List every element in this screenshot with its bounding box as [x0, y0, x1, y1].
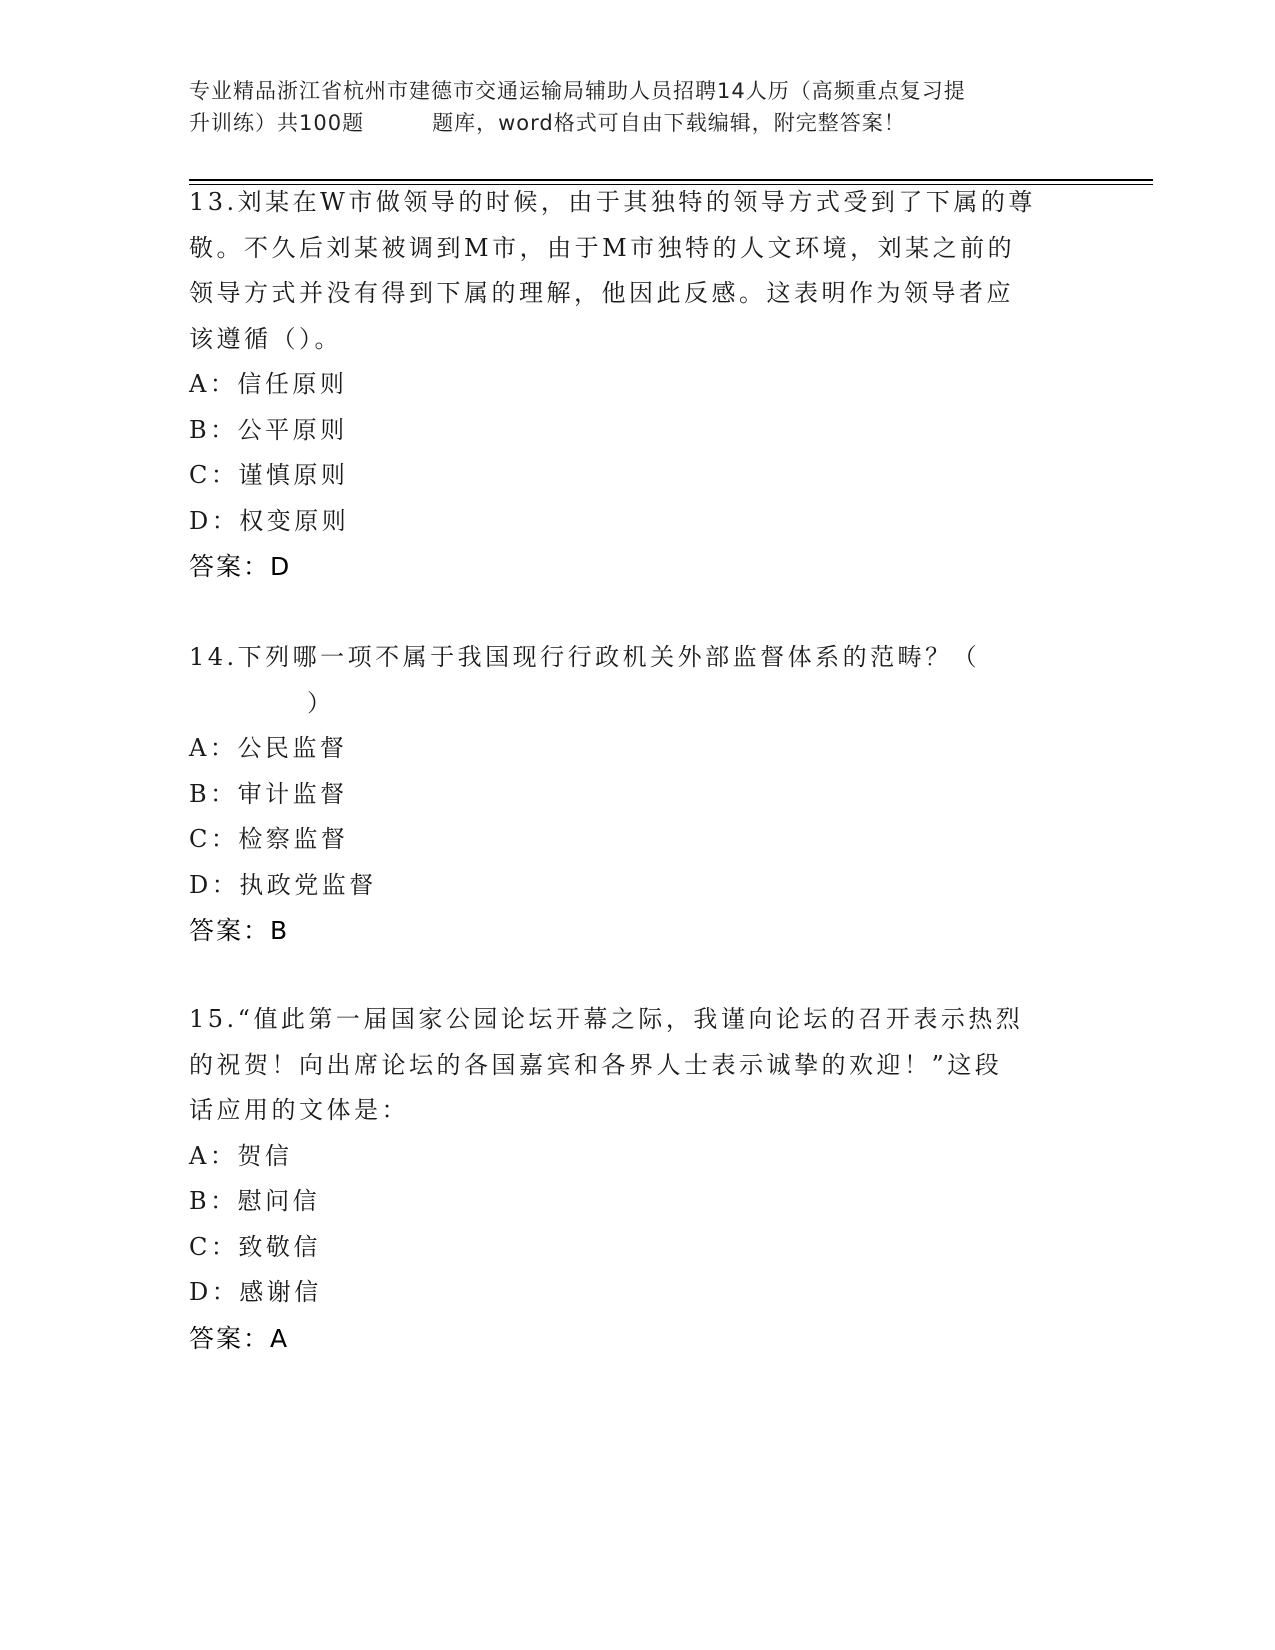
option-d: D：感谢信	[189, 1278, 322, 1306]
option-c: C：检察监督	[189, 825, 349, 853]
option-a: A：贺信	[189, 1141, 293, 1170]
option-d: D：权变原则	[189, 506, 350, 535]
header-line-1: 专业精品浙江省杭州市建德市交通运输局辅助人员招聘14人历（高频重点复习提	[189, 79, 966, 103]
question-14	[189, 635, 1089, 954]
question-13	[189, 180, 1089, 590]
option-a: A：公民监督	[189, 734, 348, 762]
question-text-line: 领导方式并没有得到下属的理解，他因此反感。这表明作为领导者应	[189, 279, 1014, 307]
option-d: D：执政党监督	[189, 870, 377, 899]
option-c: C：致敬信	[189, 1232, 321, 1261]
option-b: B：公平原则	[189, 415, 348, 444]
option-a: A：信任原则	[189, 370, 348, 398]
question-text-line: 13.刘某在W市做领导的时候，由于其独特的领导方式受到了下属的尊	[189, 188, 1036, 216]
header-line-2-part-2: 题库，word格式可自由下载编辑，附完整答案！	[432, 111, 906, 135]
question-text-line: 的祝贺！向出席论坛的各国嘉宾和各界人士表示诚挚的欢迎！”这段	[189, 1050, 1003, 1079]
answer: 答案：A	[189, 1323, 290, 1353]
question-text-line: 14.下列哪一项不属于我国现行行政机关外部监督体系的范畴？（	[189, 643, 981, 671]
document-header	[189, 75, 1089, 139]
question-text-close: ）	[307, 688, 335, 717]
question-text-line: 该遵循（）。	[189, 324, 342, 353]
question-text-line: 话应用的文体是：	[189, 1096, 409, 1124]
answer: 答案：B	[189, 916, 290, 945]
question-15	[189, 997, 1089, 1361]
header-line-2-part-1: 升训练）共100题	[189, 111, 365, 135]
answer: 答案：D	[189, 552, 292, 581]
header-line-2	[189, 107, 1089, 139]
option-b: B：慰问信	[189, 1187, 321, 1215]
question-text-line-indented	[189, 681, 1089, 727]
question-text-line: 敬。不久后刘某被调到M市，由于M市独特的人文环境，刘某之前的	[189, 233, 1016, 262]
option-b: B：审计监督	[189, 779, 348, 808]
option-c: C：谨慎原则	[189, 461, 349, 489]
question-text-line: 15.“值此第一届国家公园论坛开幕之际，我谨向论坛的召开表示热烈	[189, 1005, 1024, 1033]
